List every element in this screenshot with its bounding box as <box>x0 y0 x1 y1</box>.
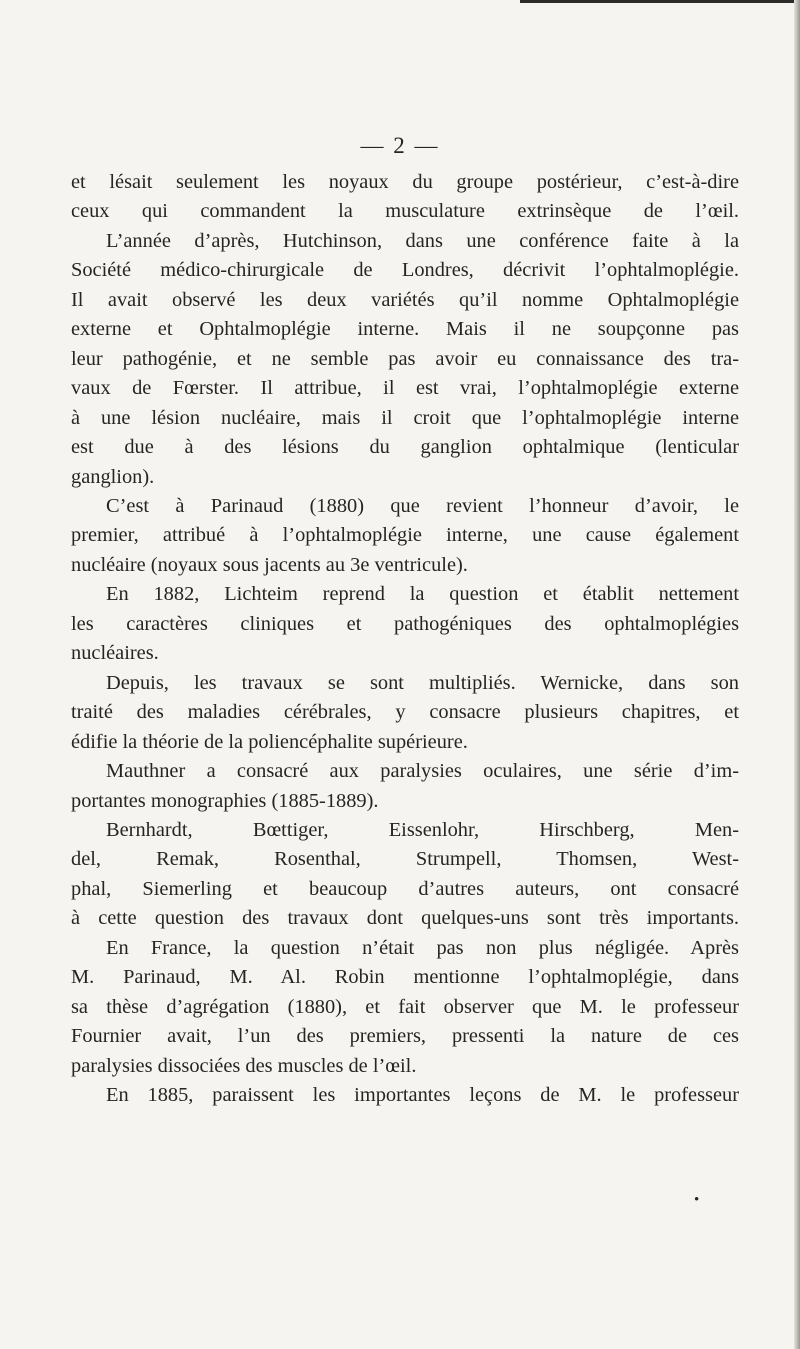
text-line: est due à des lésions du ganglion ophtalmique (lenticular <box>71 436 739 459</box>
page-number: — 2 — <box>360 133 440 158</box>
text-line: En France, la question n’était pas non plus négligée. Après <box>106 936 739 959</box>
text-line: nucléaire (noyaux sous jacents au 3e ventricule). <box>71 553 468 576</box>
text-line: del, Remak, Rosenthal, Strumpell, Thomsen, West- <box>71 848 739 871</box>
text-line: Fournier avait, l’un des premiers, pressenti la nature de ces <box>71 1025 739 1048</box>
text-line: édifie la théorie de la poliencéphalite supérieure. <box>71 730 468 753</box>
text-line: sa thèse d’agrégation (1880), et fait observer que M. le professeur <box>71 995 739 1018</box>
page-mark: • <box>694 1192 700 1208</box>
text-line: les caractères cliniques et pathogéniques des ophtalmoplégies <box>71 612 739 635</box>
text-line: Il avait observé les deux variétés qu’il nomme Ophtalmoplégie <box>71 288 739 311</box>
page-top-shadow <box>520 0 800 3</box>
text-line: traité des maladies cérébrales, y consacre plusieurs chapitres, et <box>71 701 739 724</box>
text-line: portantes monographies (1885-1889). <box>71 789 379 812</box>
text-line: premier, attribué à l’ophtalmoplégie interne, une cause également <box>71 524 739 547</box>
text-line: En 1882, Lichteim reprend la question et établit nettement <box>106 583 739 606</box>
text-line: externe et Ophtalmoplégie interne. Mais il ne soupçonne pas <box>71 318 739 341</box>
text-line: à une lésion nucléaire, mais il croit que l’ophtalmoplégie interne <box>71 406 739 429</box>
text-line: paralysies dissociées des muscles de l’œil. <box>71 1054 417 1077</box>
text-line: vaux de Fœrster. Il attribue, il est vrai, l’ophtalmoplégie externe <box>71 377 739 400</box>
text-line: ganglion). <box>71 465 155 488</box>
text-line: Bernhardt, Bœttiger, Eissenlohr, Hirschberg, Men- <box>106 818 739 841</box>
text-line: M. Parinaud, M. Al. Robin mentionne l’ophtalmoplégie, dans <box>71 966 739 989</box>
page-right-shadow <box>794 0 800 1349</box>
text-line: Société médico-chirurgicale de Londres, décrivit l’ophtalmoplégie. <box>71 259 739 282</box>
text-line: et lésait seulement les noyaux du groupe postérieur, c’est-à-dire <box>71 171 739 193</box>
text-line: Depuis, les travaux se sont multipliés. Wernicke, dans son <box>106 671 739 694</box>
text-line: leur pathogénie, et ne semble pas avoir eu connaissance des tra- <box>71 347 739 370</box>
text-line: En 1885, paraissent les importantes leçons de M. le professeur <box>106 1084 739 1107</box>
text-line: à cette question des travaux dont quelques-uns sont très importants. <box>71 907 739 930</box>
text-line: ceux qui commandent la musculature extrinsèque de l’œil. <box>71 200 739 223</box>
text-line: L’année d’après, Hutchinson, dans une conférence faite à la <box>106 229 739 252</box>
text-line: nucléaires. <box>71 642 159 665</box>
body-text <box>71 168 739 1111</box>
text-line: C’est à Parinaud (1880) que revient l’honneur d’avoir, le <box>106 494 739 517</box>
text-line: Mauthner a consacré aux paralysies oculaires, une série d’im- <box>106 760 739 783</box>
text-line: phal, Siemerling et beaucoup d’autres auteurs, ont consacré <box>71 877 739 900</box>
